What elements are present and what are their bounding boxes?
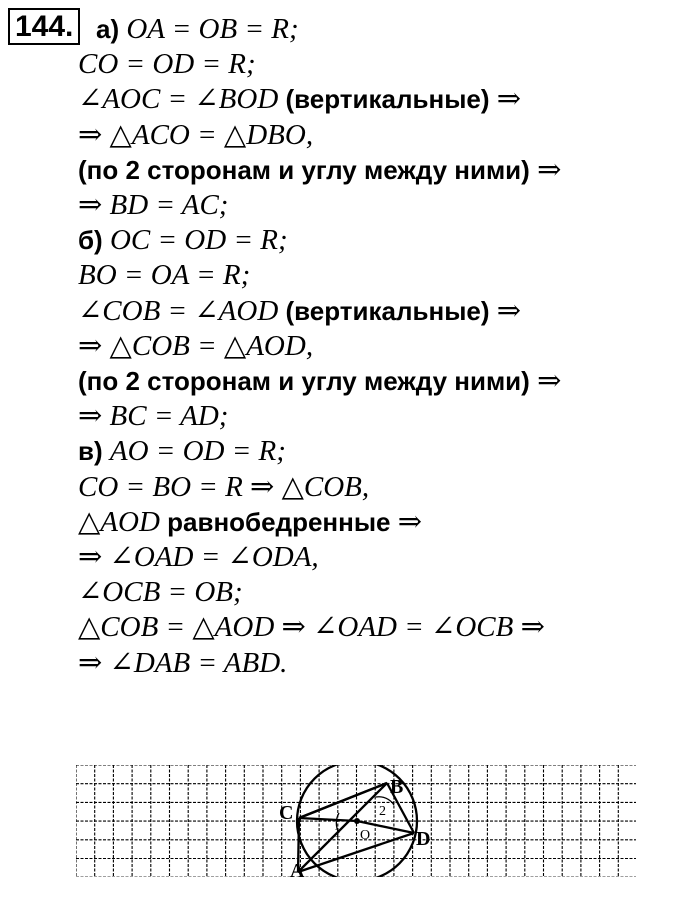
solution-line bbox=[78, 434, 286, 468]
point-label-c: C bbox=[279, 802, 294, 824]
point-label-a: A bbox=[290, 860, 305, 877]
solution-line bbox=[78, 82, 521, 116]
math-expression: ∠OCB = OB; bbox=[78, 576, 243, 609]
math-expression: ⇒ ∠DAB = ABD. bbox=[78, 646, 288, 679]
point-label-o: O bbox=[360, 828, 371, 843]
solution-line bbox=[78, 188, 228, 222]
math-expression: ⇒ △ACO = △DBO, bbox=[78, 118, 314, 151]
text-fragment: (вертикальные) bbox=[278, 84, 497, 115]
part-label: в) bbox=[78, 436, 110, 467]
math-expression: ⇒ bbox=[496, 83, 522, 116]
segment-co bbox=[299, 818, 357, 821]
text-fragment: (вертикальные) bbox=[278, 295, 497, 326]
math-expression: ⇒ bbox=[537, 153, 562, 186]
solution-line bbox=[78, 505, 422, 539]
problem-number: 144. bbox=[8, 8, 80, 45]
angle-label-1: 1 bbox=[334, 826, 341, 841]
part-label: а) bbox=[96, 14, 127, 44]
solution-line bbox=[78, 470, 369, 504]
point-label-d: D bbox=[416, 828, 431, 850]
solution-line bbox=[96, 12, 299, 46]
solution-line bbox=[78, 223, 288, 257]
text-fragment: (по 2 сторонам и углу между ними) bbox=[78, 366, 538, 396]
math-expression: OC = OD = R; bbox=[109, 224, 288, 257]
center-point bbox=[354, 818, 360, 824]
point-label-b: B bbox=[390, 776, 404, 798]
geometry-figure bbox=[76, 765, 636, 877]
solution-line bbox=[78, 258, 250, 292]
text-fragment: равнобедренные bbox=[159, 506, 398, 537]
math-expression: △AOD bbox=[78, 505, 160, 538]
solution-line bbox=[78, 646, 287, 680]
math-expression: OA = OB = R; bbox=[126, 13, 299, 45]
solution-line bbox=[78, 364, 561, 398]
solution-line bbox=[78, 118, 313, 152]
math-expression: ⇒ bbox=[537, 365, 562, 397]
math-expression: ∠COB = ∠AOD bbox=[78, 294, 279, 327]
solution-line bbox=[78, 575, 243, 609]
math-expression: ∠AOC = ∠BOD bbox=[78, 83, 279, 116]
math-expression: AO = OD = R; bbox=[109, 435, 286, 468]
solution-line bbox=[78, 329, 313, 363]
math-expression: ⇒ △COB = △AOD, bbox=[78, 329, 314, 362]
math-expression: CO = BO = R ⇒ △COB, bbox=[78, 470, 370, 503]
math-expression: ⇒ bbox=[496, 294, 522, 327]
angle-label-2: 2 bbox=[379, 804, 386, 819]
segment-cb bbox=[299, 783, 387, 818]
math-expression: △COB = △AOD ⇒ ∠OAD = ∠OCB ⇒ bbox=[78, 611, 545, 644]
solution-line bbox=[78, 399, 228, 433]
solution-line bbox=[78, 47, 256, 81]
solution-line bbox=[78, 610, 545, 644]
solution-line bbox=[78, 153, 561, 187]
math-expression: ⇒ ∠OAD = ∠ODA, bbox=[78, 541, 319, 573]
text-fragment: (по 2 сторонам и углу между ними) bbox=[78, 154, 538, 185]
solution-line bbox=[78, 294, 521, 328]
solution-line bbox=[78, 540, 319, 574]
part-label: б) bbox=[78, 225, 110, 256]
math-expression: ⇒ bbox=[397, 505, 423, 538]
math-expression: ⇒ BD = AC; bbox=[78, 189, 229, 221]
math-expression: ⇒ BC = AD; bbox=[78, 400, 229, 433]
math-expression: CO = OD = R; bbox=[78, 48, 256, 81]
math-expression: BO = OA = R; bbox=[78, 259, 251, 292]
